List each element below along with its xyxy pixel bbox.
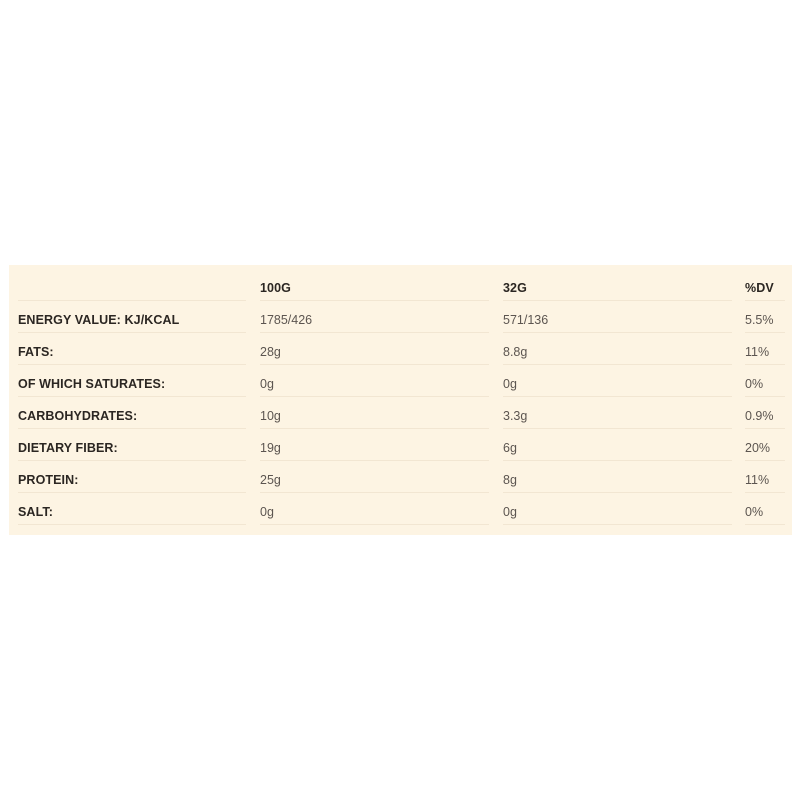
row-label-carbohydrates: CARBOHYDRATES: <box>18 397 246 429</box>
cell-fats-32g: 8.8g <box>503 333 732 365</box>
cell-saturates-32g: 0g <box>503 365 732 397</box>
cell-dietary-fiber-100g: 19g <box>260 429 489 461</box>
cell-energy-100g: 1785/426 <box>260 301 489 333</box>
row-label-energy: ENERGY VALUE: KJ/KCAL <box>18 301 246 333</box>
cell-carbohydrates-dv: 0.9% <box>745 397 785 429</box>
cell-saturates-100g: 0g <box>260 365 489 397</box>
column-header-nutrient <box>18 269 246 301</box>
cell-salt-100g: 0g <box>260 493 489 525</box>
row-label-dietary-fiber: DIETARY FIBER: <box>18 429 246 461</box>
cell-carbohydrates-100g: 10g <box>260 397 489 429</box>
column-header-100g: 100G <box>260 269 489 301</box>
cell-protein-dv: 11% <box>745 461 785 493</box>
row-label-protein: PROTEIN: <box>18 461 246 493</box>
row-label-saturates: OF WHICH SATURATES: <box>18 365 246 397</box>
cell-energy-32g: 571/136 <box>503 301 732 333</box>
column-header-dv: %DV <box>745 269 785 301</box>
row-label-salt: SALT: <box>18 493 246 525</box>
cell-protein-100g: 25g <box>260 461 489 493</box>
cell-salt-32g: 0g <box>503 493 732 525</box>
cell-saturates-dv: 0% <box>745 365 785 397</box>
cell-dietary-fiber-32g: 6g <box>503 429 732 461</box>
nutrition-table <box>9 265 792 535</box>
row-label-fats: FATS: <box>18 333 246 365</box>
cell-dietary-fiber-dv: 20% <box>745 429 785 461</box>
cell-carbohydrates-32g: 3.3g <box>503 397 732 429</box>
cell-protein-32g: 8g <box>503 461 732 493</box>
cell-fats-100g: 28g <box>260 333 489 365</box>
column-header-32g: 32G <box>503 269 732 301</box>
cell-energy-dv: 5.5% <box>745 301 785 333</box>
cell-fats-dv: 11% <box>745 333 785 365</box>
cell-salt-dv: 0% <box>745 493 785 525</box>
